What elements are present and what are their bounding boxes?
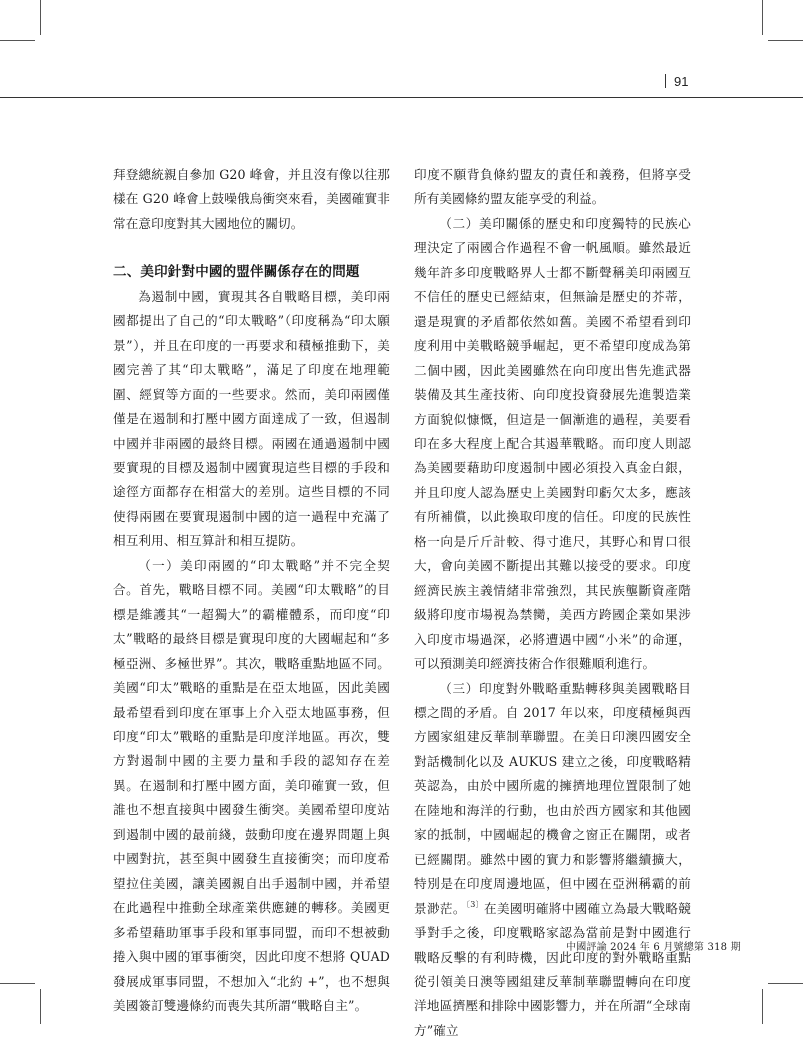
crop-mark-top-left-h [0, 40, 35, 41]
crop-mark-bottom-right-v [762, 989, 763, 1024]
right-paragraph-2: （二）美印關係的歷史和印度獨特的民族心理決定了兩國合作過程不會一帆風順。雖然最近幾年許多印度戰略界人士都不斷聲稱美印兩國互不信任的歷史已經結束，但無論是歷史的芥蒂，還是現實的矛盾都依然如舊。美國不希望看到印度利用中美戰略競爭崛起，更不希望印度成為第二個中國，因此美國雖然在向印度出售先進武器裝備及其生產技術、向印度投資發展先進製造業方面貌似慷慨，但這是一個漸進的過程，美要看印在多大程度上配合其遏華戰略。而印度人則認為美國要藉助印度遏制中國必須投入真金白銀，并且印度人認為歷史上美國對印虧欠太多，應該有所補償，以此換取印度的信任。印度的民族性格一向是斤斤計較、得寸進尺，其野心和胃口很大，會向美國不斷提出其難以接受的要求。印度經濟民族主義情緒非常強烈，其民族壟斷資產階級將印度市場視為禁臠，美西方跨國企業如果涉入印度市場過深，必將遭遇中國“小米”的命運，可以預測美印經濟技術合作很難順利進行。 [414, 215, 691, 672]
crop-mark-bottom-left-v [40, 989, 41, 1024]
right-paragraph-3 [414, 677, 691, 1043]
section-heading: 二、美印針對中國的盟伴關係存在的問題 [113, 264, 360, 281]
crop-mark-top-right-v [762, 0, 763, 35]
crop-mark-bottom-right-h [768, 983, 803, 984]
right-continued-paragraph: 印度不願背負條約盟友的責任和義務，但將享受所有美國條約盟友能享受的利益。 [414, 167, 691, 207]
page-number-separator [665, 74, 666, 88]
crop-mark-bottom-left-h [0, 983, 35, 984]
journal-footer: 中國評論 2024 年 6 月號總第 318 期 [566, 942, 741, 953]
left-paragraph-3: （一）美印兩國的“印太戰略”并不完全契合。首先，戰略目標不同。美國“印太戰略”的目標是維護其“一超獨大”的霸權體系，而印度“印太”戰略的最終目標是實現印度的大國崛起和“多極亞洲、多極世界”。其次，戰略重點地區不同。美國“印太”戰略的重點是在亞太地區，因此美國最希望看到印度在軍事上介入亞太地區事務，但印度“印太”戰略的重點是印度洋地區。再次，雙方對遏制中國的主要力量和手段的認知存在差異。在遏制和打壓中國方面，美印確實一致，但誰也不想直接與中國發生衝突。美國希望印度站到遏制中國的最前綫，鼓動印度在邊界問題上與中國對抗，甚至與中國發生直接衝突；而印度希望拉住美國，讓美國親自出手遏制中國，并希望在此過程中推動全球產業供應鏈的轉移。美國更多希望藉助軍事手段和軍事同盟，而印不想被動捲入與中國的軍事衝突，因此印度不想將 QUAD 發展成軍事同盟，不想加入“北約 +”，也不想與美國簽訂雙邊條約而喪失其所謂“戰略自主”。 [113, 557, 390, 1013]
crop-mark-top-left-v [40, 0, 41, 35]
right-paragraph-3-part-2: 在美國明確將中國確立為最大戰略競爭對手之後，印度戰略家認為當前是對中國進行戰略反擊的有利時機，因此印度的對外戰略重點從引領美日澳等國組建反華制華聯盟轉向在印度洋地區擠壓和排除中國影響力，并在所謂“全球南方”確立 [414, 900, 691, 1038]
left-continued-paragraph: 拜登總統親自參加 G20 峰會，并且沒有像以往那樣在 G20 峰會上鼓噪俄烏衝突來看，美國確實非常在意印度對其大國地位的關切。 [113, 167, 390, 231]
right-paragraph-3-part-1: （三）印度對外戰略重點轉移與美國戰略目標之間的矛盾。自 2017 年以來，印度積極與西方國家組建反華制華聯盟。在美日印澳四國安全對話機制化以及 AUKUS 建立之後，印度戰略精英認為，由於中國所處的擁擠地理位置限制了她在陸地和海洋的行動，也由於西方國家和其他國家的抵制，中國崛起的機會之窗正在關閉，或者已經關閉。雖然中國的實力和影響將繼續擴大，特別是在印度周邊地區，但中國在亞洲稱霸的前景渺茫。 [414, 680, 691, 916]
right-column [414, 163, 691, 1043]
footnote-reference[interactable]: 〔3〕 [465, 899, 484, 909]
section-gap [113, 236, 390, 260]
crop-mark-top-right-h [768, 40, 803, 41]
page-number-text: 91 [674, 74, 689, 89]
left-column [113, 163, 390, 1018]
header-rule [0, 97, 803, 98]
page-number [665, 74, 688, 89]
left-paragraph-2: 為遏制中國，實現其各自戰略目標，美印兩國都提出了自己的“印太戰略”（印度稱為“印太願景”），并且在印度的一再要求和積極推動下，美國完善了其“印太戰略”，滿足了印度在地理範圍、經貿等方面的一些要求。然而，美印兩國僅僅是在遏制和打壓中國方面達成了一致，但遏制中國并非兩國的最終目標。兩國在通過遏制中國要實現的目標及遏制中國實現這些目標的手段和途徑方面都存在相當大的差別。這些目標的不同使得兩國在要實現遏制中國的這一過程中充滿了相互利用、相互算計和相互提防。 [113, 288, 390, 549]
